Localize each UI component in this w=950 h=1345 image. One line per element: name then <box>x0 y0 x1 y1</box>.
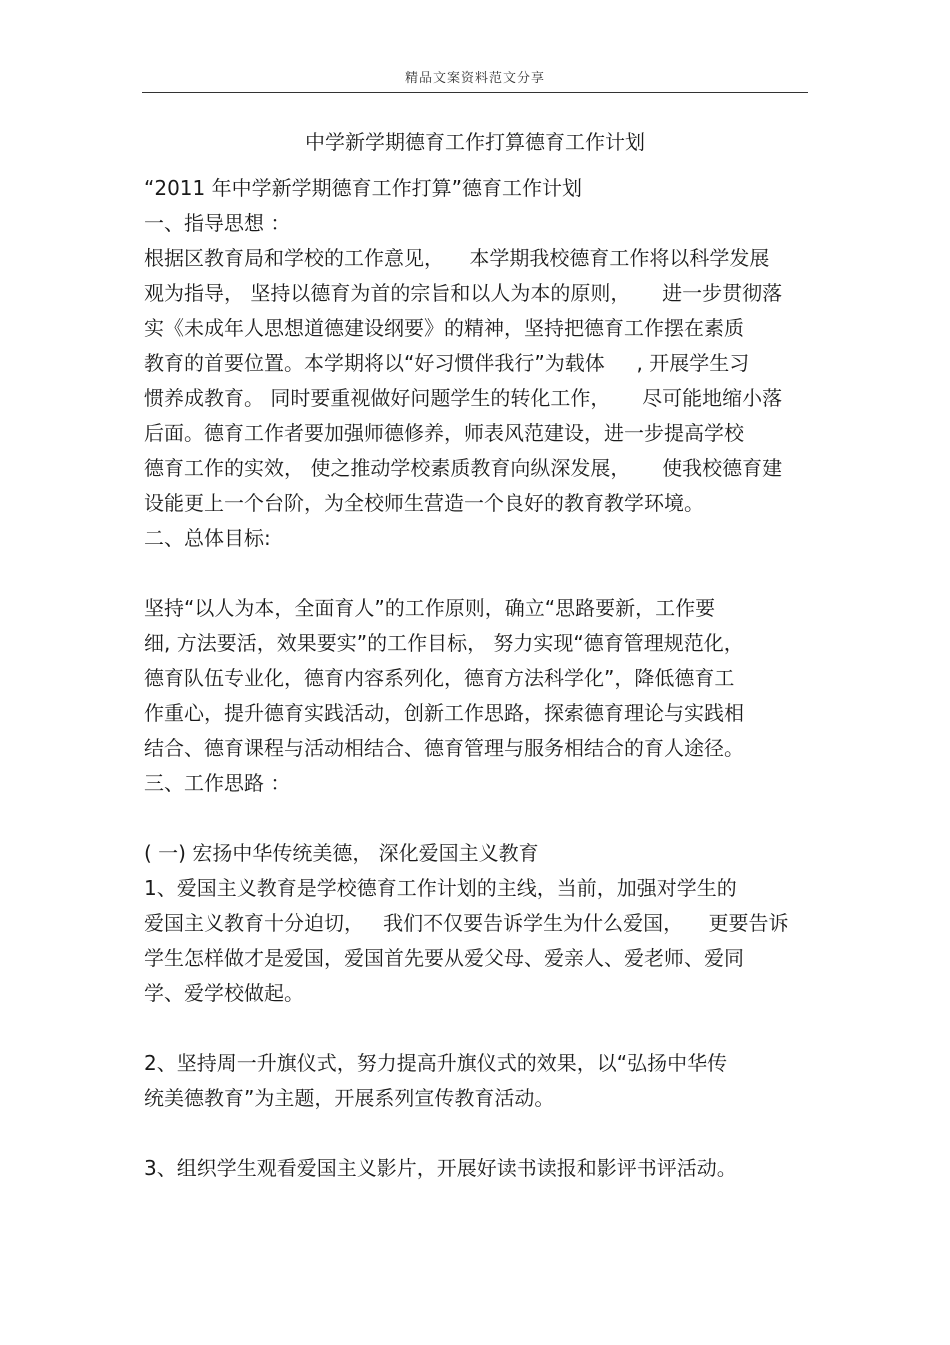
body-line: 作重心，提升德育实践活动，创新工作思路，探索德育理论与实践相 <box>144 701 744 725</box>
blank-line <box>144 1011 824 1046</box>
section-heading-work-approach: 三、工作思路 ： <box>144 771 291 795</box>
body-line: 德育队伍专业化，德育内容系列化，德育方法科学化”，降低德育工 <box>144 666 735 690</box>
body-line: 结合、德育课程与活动相结合、德育管理与服务相结合的育人途径。 <box>144 736 744 760</box>
body-line: 3、组织学生观看爱国主义影片，开展好读书读报和影评书评活动。 <box>144 1156 737 1180</box>
document-title: 中学新学期德育工作打算德育工作计划 <box>305 130 645 154</box>
body-line: 根据区教育局和学校的工作意见， 本学期我校德育工作将以科学发展 <box>144 246 770 270</box>
subsection-heading: ( 一) 宏扬中华传统美德， 深化爱国主义教育 <box>144 841 539 865</box>
body-line: 后面。德育工作者要加强师德修养，师表风范建设，进一步提高学校 <box>144 421 744 445</box>
body-line: 惯养成教育。 同时要重视做好问题学生的转化工作， 尽可能地缩小落 <box>144 386 783 410</box>
section-heading-guiding-thought: 一、指导思想 ： <box>144 211 291 235</box>
page-header <box>142 62 808 93</box>
blank-line <box>144 1116 824 1151</box>
body-line: 爱国主义教育十分迫切， 我们不仅要告诉学生为什么爱国， 更要告诉 <box>144 911 789 935</box>
body-line: 学、爱学校做起。 <box>144 981 304 1005</box>
document-body <box>144 171 824 1186</box>
body-line: 坚持“以人为本，全面育人”的工作原则，确立“思路要新，工作要 <box>144 596 716 620</box>
body-line: 教育的首要位置。本学期将以“好习惯伴我行”为载体 , 开展学生习 <box>144 351 750 375</box>
body-line: 设能更上一个台阶，为全校师生营造一个良好的教育教学环境。 <box>144 491 704 515</box>
section-heading-overall-goal: 二、总体目标: <box>144 526 271 550</box>
body-line: 1、爱国主义教育是学校德育工作计划的主线，当前，加强对学生的 <box>144 876 737 900</box>
blank-line <box>144 801 824 836</box>
body-line: 细, 方法要活，效果要实”的工作目标， 努力实现“德育管理规范化， <box>144 631 744 655</box>
body-line: 德育工作的实效， 使之推动学校素质教育向纵深发展， 使我校德育建 <box>144 456 783 480</box>
body-line: 实《未成年人思想道德建设纲要》的精神，坚持把德育工作摆在素质 <box>144 316 744 340</box>
body-line: 统美德教育”为主题，开展系列宣传教育活动。 <box>144 1086 555 1110</box>
body-line: 学生怎样做才是爱国，爱国首先要从爱父母、爱亲人、爱老师、爱同 <box>144 946 744 970</box>
header-text: 精品文案资料范文分享 <box>404 71 545 86</box>
body-line: 观为指导， 坚持以德育为首的宗旨和以人为本的原则， 进一步贯彻落 <box>144 281 783 305</box>
body-line: “2011 年中学新学期德育工作打算”德育工作计划 <box>144 176 582 200</box>
body-line: 2、坚持周一升旗仪式，努力提高升旗仪式的效果，以“弘扬中华传 <box>144 1051 728 1075</box>
blank-line <box>144 556 824 591</box>
